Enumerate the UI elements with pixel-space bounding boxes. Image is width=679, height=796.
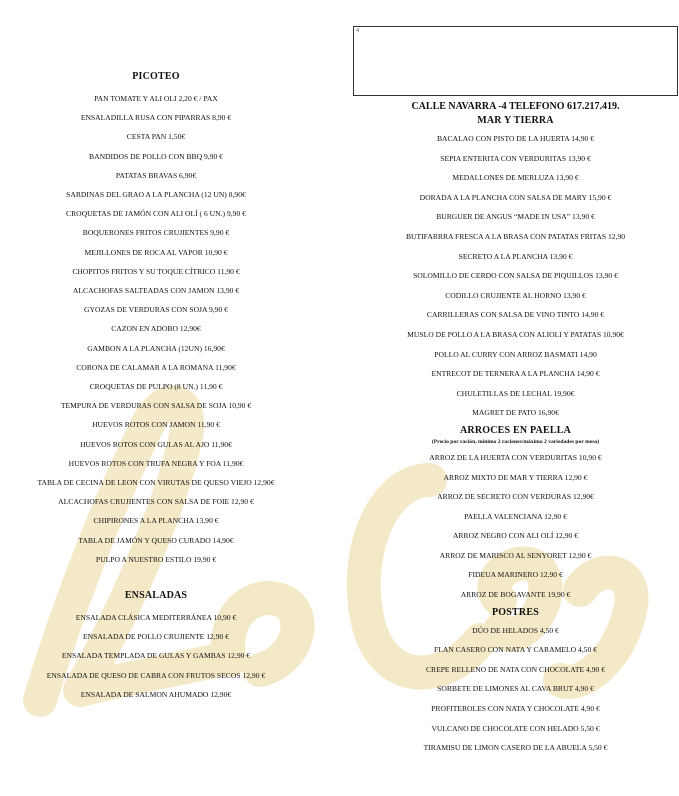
menu-item: ARROZ DE SECRETO CON VERDURAS 12,90€	[437, 492, 594, 502]
menu-item: ARROZ MIXTO DE MAR Y TIERRA 12,90 €	[443, 472, 588, 482]
menu-item: BUTIFARRRA FRESCA A LA BRASA CON PATATAS FRITAS 12,90	[405, 231, 626, 241]
arroces-note: (Precio por ración, mínimo 2 raciones/máximo 2 variedades por mesa)	[431, 438, 600, 445]
menu-item: CAZON EN ADOBO 12,90€	[111, 324, 201, 334]
right-column	[352, 26, 679, 758]
menu-item: BANDIDOS DE POLLO CON BBQ 9,90 €	[89, 151, 223, 161]
section-title-ensaladas: ENSALADAS	[124, 590, 188, 602]
menu-item: FLAN CASERO CON NATA Y CARAMELO 4,50 €	[434, 645, 597, 655]
section-title-mar-y-tierra: MAR Y TIERRA	[477, 115, 554, 126]
menu-item: TABLA DE JAMÓN Y QUESO CURADO 14,90€	[78, 535, 234, 545]
menu-item: ENSALADA DE QUESO DE CABRA CON FRUTOS SECOS 12,90 €	[46, 670, 266, 680]
menu-item: SORBETE DE LIMONES AL CAVA BRUT 4,90 €	[437, 684, 594, 694]
menu-item: SECRETO A LA PLANCHA 13,90 €	[458, 251, 573, 261]
menu-item: POLLO AL CURRY CON ARROZ BASMATI 14,90	[434, 349, 597, 359]
menu-item: BURGUER DE ANGUS “MADE IN USA” 13,90 €	[436, 212, 595, 222]
menu-item: MAGRET DE PATO 16,90€	[472, 408, 559, 418]
menu-item: PAN TOMATE Y ALI OLI 2,20 € / PAX	[94, 94, 218, 103]
ensaladas-list	[0, 608, 312, 704]
menu-item: PROFITEROLES CON NATA Y CHOCOLATE 4,90 €	[431, 704, 600, 714]
menu-item: ENSALADA DE POLLO CRUJIENTE 12,90 €	[83, 632, 229, 642]
menu-item: PAELLA VALENCIANA 12,90 €	[464, 511, 567, 521]
menu-item: ALCACHOFAS SALTEADAS CON JAMON 13,90 €	[72, 286, 240, 296]
menu-item: PATATAS BRAVAS 6,90€	[115, 170, 197, 180]
menu-item: CROQUETAS DE PULPO (8 UN.) 11,90 €	[89, 382, 223, 392]
address-line: CALLE NAVARRA -4 TELEFONO 617.217.419.	[411, 101, 620, 112]
box-mark: 4	[356, 28, 359, 34]
menu-item: DÚO DE HELADOS 4,50 €	[472, 625, 559, 635]
menu-item: SARDINAS DEL GRAO A LA PLANCHA (12 UN) 8,90€	[66, 190, 246, 200]
menu-item: CREPE RELLENO DE NATA CON CHOCOLATE 4,90 €	[425, 664, 606, 674]
menu-item: BACALAO CON PISTO DE LA HUERTA 14,90 €	[436, 134, 594, 143]
menu-item: CESTA PAN 1,50€	[126, 132, 186, 142]
menu-item: TIRAMISU DE LIMON CASERO DE LA ABUELA 5,50 €	[423, 743, 608, 753]
menu-item: ENSALADA DE SALMON AHUMADO 12,90€	[80, 689, 232, 699]
menu-item: CORONA DE CALAMAR A LA ROMANA 11,90€	[76, 362, 236, 372]
menu-item: ARROZ NEGRO CON ALI OLÍ 12,90 €	[452, 531, 579, 541]
menu-item: CHULETILLAS DE LECHAL 19,90€	[456, 388, 575, 398]
menu-item: ARROZ DE BOGAVANTE 19,90 €	[460, 590, 571, 600]
menu-item: MUSLO DE POLLO A LA BRASA CON ALIOLI Y PATATAS 10,90€	[407, 329, 624, 339]
menu-item: VULCANO DE CHOCOLATE CON HELADO 5,50 €	[431, 723, 600, 733]
menu-item: TEMPURA DE VERDURAS CON SALSA DE SOJA 10,90 €	[60, 401, 252, 411]
menu-item: HUEVOS ROTOS CON GULAS AL AJO 11,90€	[80, 439, 232, 449]
arroces-list	[352, 448, 679, 605]
menu-item: CODILLO CRUJIENTE AL HORNO 13,90 €	[445, 290, 586, 300]
menu-item: SOLOMILLO DE CERDO CON SALSA DE PIQUILLOS 13,90 €	[413, 271, 618, 281]
left-column	[0, 68, 312, 704]
menu-item: GAMBON A LA PLANCHA (12UN) 16,90€	[87, 343, 225, 353]
menu-item: CARRILLERAS CON SALSA DE VINO TINTO 14,90 €	[426, 310, 605, 320]
menu-item: CHOPITOS FRITOS Y SU TOQUE CÍTRICO 11,90 €	[72, 266, 240, 276]
picoteo-list	[0, 89, 312, 569]
menu-item: HUEVOS ROTOS CON JAMON 11,90 €	[92, 420, 220, 430]
menu-item: HUEVOS ROTOS CON TRUFA NEGRA Y FOA 11,90€	[68, 458, 244, 468]
menu-item: ARROZ DE LA HUERTA CON VERDURITAS 10,90 €	[429, 452, 602, 462]
menu-item: CHIPIRONES A LA PLANCHA 13,90 €	[93, 516, 219, 526]
menu-item: BOQUERONES FRITOS CRUJIENTES 9,90 €	[82, 228, 230, 238]
menu-item: ARROZ DE MARISCO AL SENYORET 12,90 €	[439, 550, 592, 560]
menu-item: MEDALLONES DE MERLUZA 13,90 €	[452, 173, 579, 183]
postres-list	[352, 621, 679, 758]
menu-item: FIDEUA MARINERO 12,90 €	[468, 570, 563, 580]
mar-y-tierra-list	[352, 129, 679, 423]
menu-item: ENSALADA TEMPLADA DE GULAS Y GAMBAS 12,90 €	[61, 651, 251, 661]
menu-item: ENSALADA CLÁSICA MEDITERRÁNEA 10,90 €	[75, 613, 237, 623]
menu-item: CROQUETAS DE JAMÓN CON ALI OLÍ ( 6 UN.) 9,90 €	[66, 209, 246, 219]
menu-item: ENSALADILLA RUSA CON PIPARRAS 8,90 €	[80, 113, 232, 123]
menu-item: TABLA DE CECINA DE LEON CON VIRUTAS DE QUESO VIEJO 12,90€	[37, 478, 275, 488]
menu-item: SEPIA ENTERITA CON VERDURITAS 13,90 €	[440, 153, 591, 163]
menu-item: ALCACHOFAS CRUJIENTES CON SALSA DE FOIE 12,90 €	[58, 497, 254, 507]
section-title-picoteo: PICOTEO	[132, 71, 180, 82]
menu-item: GYOZAS DE VERDURAS CON SOJA 9,90 €	[84, 305, 228, 315]
menu-item: PULPO A NUESTRO ESTILO 19,90 €	[95, 554, 217, 564]
menu-item: DORADA A LA PLANCHA CON SALSA DE MARY 15,90 €	[419, 192, 612, 202]
menu-item: ENTRECOT DE TERNERA A LA PLANCHA 14,90 €	[431, 369, 600, 379]
header-box	[353, 26, 678, 96]
section-title-arroces: ARROCES EN PAELLA	[459, 424, 571, 436]
section-title-postres: POSTRES	[492, 606, 539, 618]
menu-item: MEJILLONES DE ROCA AL VAPOR 10,90 €	[84, 247, 228, 257]
